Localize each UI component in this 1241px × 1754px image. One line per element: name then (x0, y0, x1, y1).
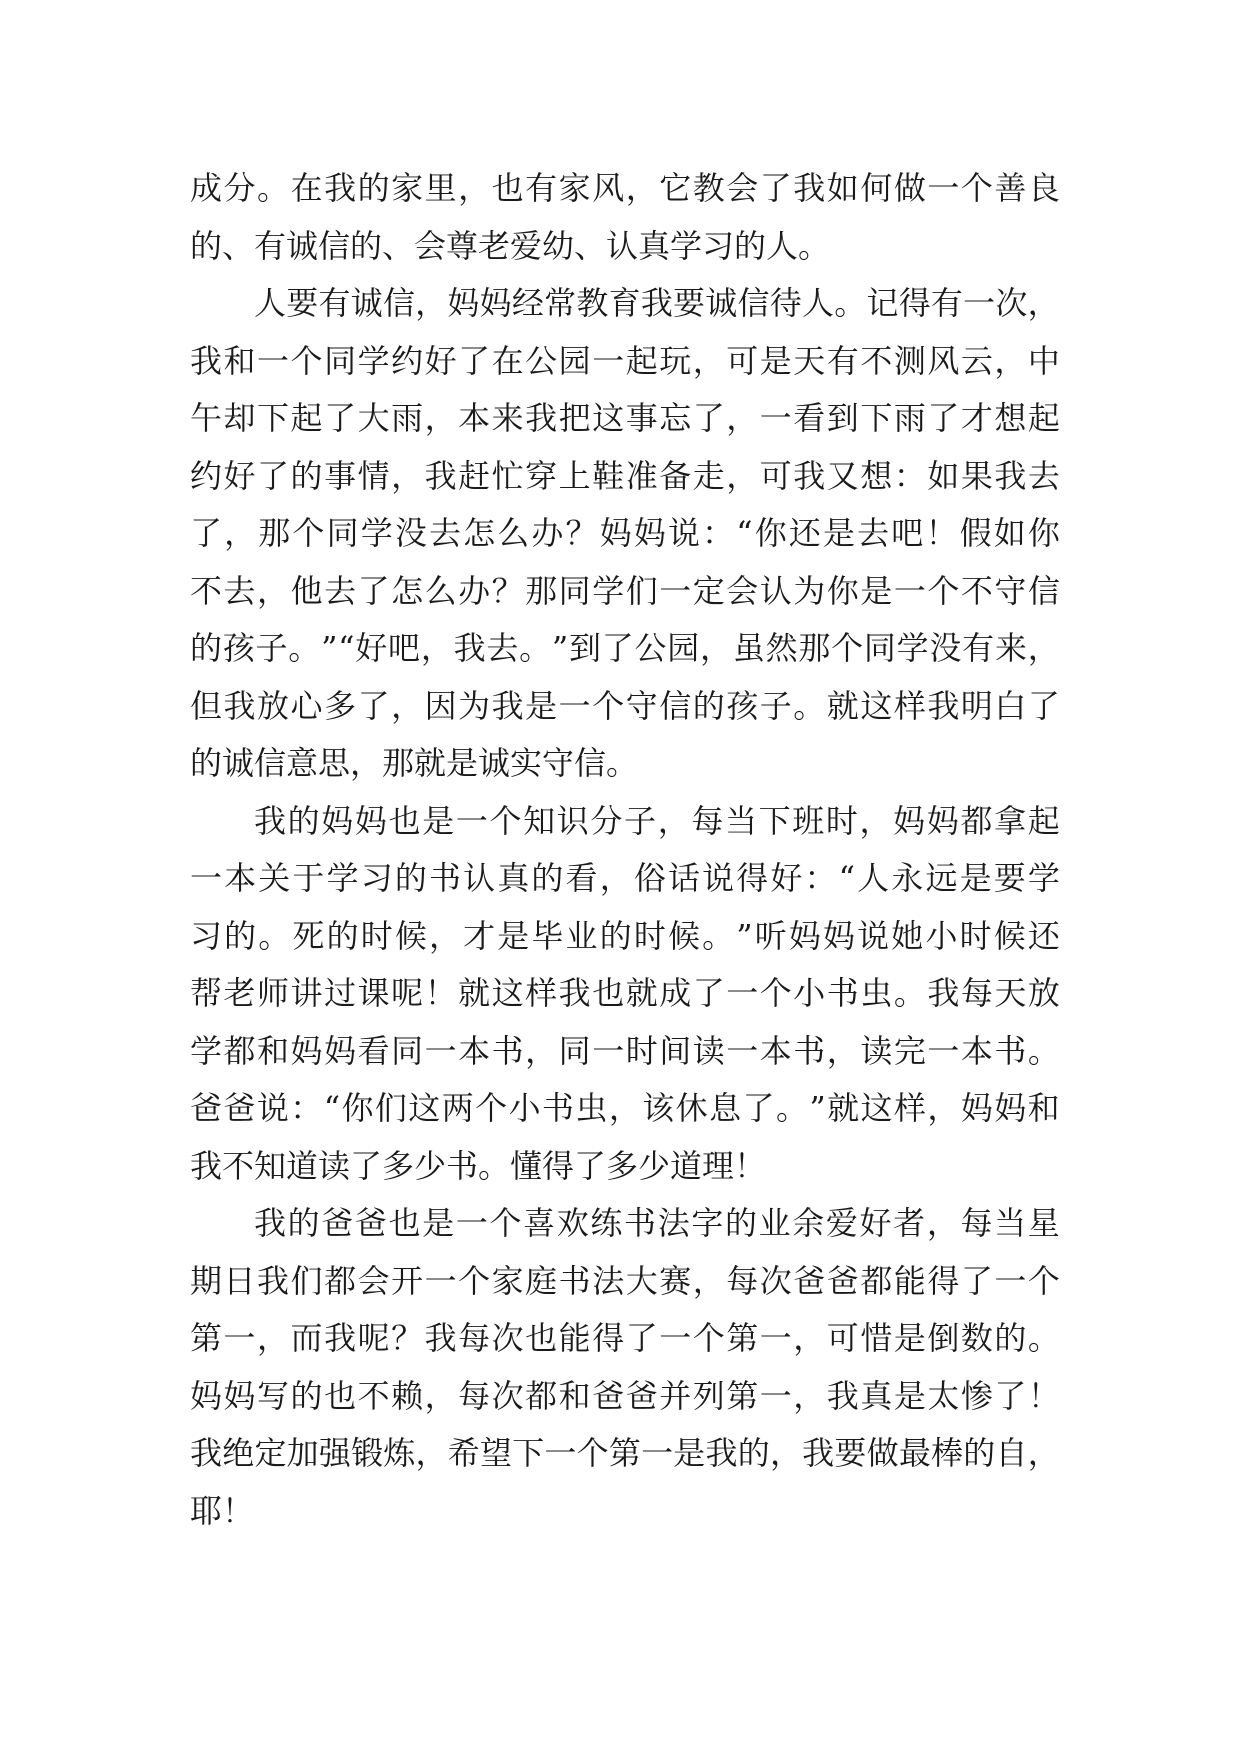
text-line: 一 本 关 于 学 习 的 书 认 真 的 看 ， 俗 话 说 得 好 ： “ 人 永 远 是 要 学 (190, 859, 1060, 897)
text-line: 午 却 下 起 了 大 雨 ， 本 来 我 把 这 事 忘 了 ， 一 看 到 下 雨 了 才 想 起 (190, 399, 1060, 437)
text-line: 不 去 ， 他 去 了 怎 么 办 ？ 那 同 学 们 一 定 会 认 为 你 是 一 个 不 守 信 (190, 571, 1060, 610)
text-line: 的、有诚信的、会尊老爱幼、认真学习的人。 (190, 226, 831, 265)
text-line: 成 分 。 在 我 的 家 里 ， 也 有 家 风 ， 它 教 会 了 我 如 何 做 一 个 善 良 (190, 169, 1060, 207)
text-line: 耶！ (190, 1491, 255, 1530)
text-line: 帮 老 师 讲 过 课 呢 ！ 就 这 样 我 也 就 成 了 一 个 小 书 虫 。 我 每 天 放 (190, 974, 1060, 1012)
text-line: 我 的 爸 爸 也 是 一 个 喜 欢 练 书 法 字 的 业 余 爱 好 者 ， 每 当 星 (254, 1204, 1060, 1242)
text-line: 了 ， 那 个 同 学 没 去 怎 么 办 ？ 妈 妈 说 ： “ 你 还 是 去 吧 ！ 假 如 你 (190, 514, 1060, 552)
text-line: 学 都 和 妈 妈 看 同 一 本 书 ， 同 一 时 间 读 一 本 书 ， 读 完 一 本 书 。 (190, 1031, 1060, 1070)
text-line: 爸 爸 说 ： “ 你 们 这 两 个 小 书 虫 ， 该 休 息 了 。 ” 就 这 样 ， 妈 妈 和 (190, 1089, 1060, 1127)
text-line: 习 的 。 死 的 时 候 ， 才 是 毕 业 的 时 候 。 ” 听 妈 妈 说 她 小 时 候 还 (190, 916, 1060, 955)
text-line: 第 一 ， 而 我 呢 ？ 我 每 次 也 能 得 了 一 个 第 一 ， 可 惜 是 倒 数 的 。 (190, 1319, 1060, 1357)
text-line: 妈 妈 写 的 也 不 赖 ， 每 次 都 和 爸 爸 并 列 第 一 ， 我 真 是 太 惨 了 ！ (190, 1376, 1060, 1415)
text-line: 我 的 妈 妈 也 是 一 个 知 识 分 子 ， 每 当 下 班 时 ， 妈 妈 都 拿 起 (254, 801, 1060, 840)
text-line: 的诚信意思，那就是诚实守信。 (190, 744, 639, 782)
text-line: 我 绝 定 加 强 锻 炼 ， 希 望 下 一 个 第 一 是 我 的 ， 我 要 做 最 棒 的 自 ， (190, 1434, 1060, 1472)
text-line: 但 我 放 心 多 了 ， 因 为 我 是 一 个 守 信 的 孩 子 。 就 这 样 我 明 白 了 (190, 686, 1060, 725)
text-line: 我不知道读了多少书。懂得了多少道理！ (190, 1146, 767, 1185)
text-line: 我 和 一 个 同 学 约 好 了 在 公 园 一 起 玩 ， 可 是 天 有 不 测 风 云 ， 中 (190, 341, 1060, 380)
document-body (190, 160, 1060, 1540)
text-line: 的 孩 子 。 ” “ 好 吧 ， 我 去 。 ” 到 了 公 园 ， 虽 然 那 个 同 学 没 有 来 ， (190, 629, 1060, 667)
text-line: 期 日 我 们 都 会 开 一 个 家 庭 书 法 大 赛 ， 每 次 爸 爸 都 能 得 了 一 个 (190, 1261, 1060, 1300)
text-line: 人 要 有 诚 信 ， 妈 妈 经 常 教 育 我 要 诚 信 待 人 。 记 得 有 一 次 ， (254, 284, 1060, 322)
text-line: 约 好 了 的 事 情 ， 我 赶 忙 穿 上 鞋 准 备 走 ， 可 我 又 想 ： 如 果 我 去 (190, 456, 1060, 495)
